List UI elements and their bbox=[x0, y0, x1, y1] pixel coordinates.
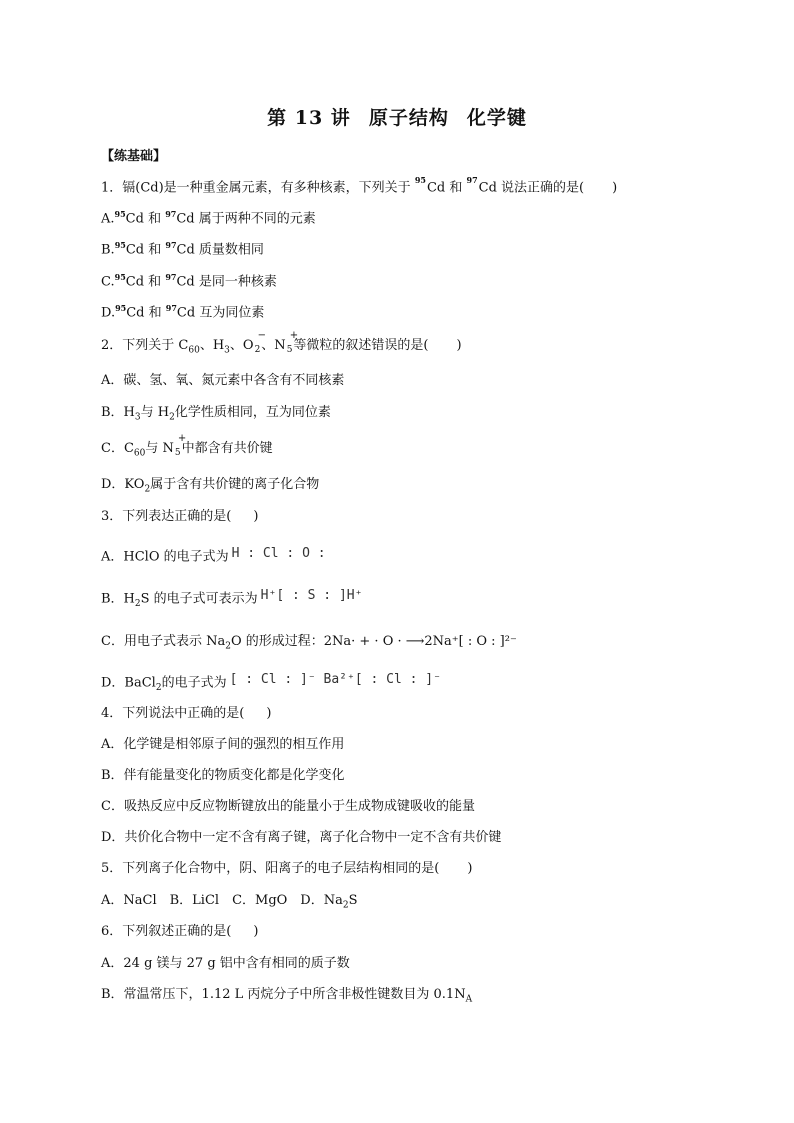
q3-option-a: A．HClO 的电子式为 H : Cl : O : bbox=[101, 546, 326, 565]
electron-formula-bacl2: [ : Cl : ]⁻ Ba²⁺[ : Cl : ]⁻ bbox=[229, 672, 441, 687]
question-6-stem: 6．下列叙述正确的是( ) bbox=[101, 924, 259, 939]
question-4-stem: 4．下列说法中正确的是( ) bbox=[101, 706, 272, 721]
q3-option-d: D．BaCl$_2$的电子式为 [ : Cl : ]⁻ Ba²⁺[ : Cl : ]⁻ bbox=[101, 672, 441, 694]
q1-option-b: B.$^{95}$Cd 和 $^{97}$Cd 质量数相同 bbox=[101, 240, 264, 258]
question-3-stem: 3．下列表达正确的是( ) bbox=[101, 509, 259, 524]
q1-option-c: C.$^{95}$Cd 和 $^{97}$Cd 是同一种核素 bbox=[101, 272, 277, 290]
q4-option-c: C．吸热反应中反应物断键放出的能量小于生成物成键吸收的能量 bbox=[101, 799, 475, 814]
title-lecture: 第 13 讲 bbox=[267, 107, 351, 129]
q2-option-c: C．$C_{60}$与 N + $_5$中都含有共价键 bbox=[101, 433, 273, 459]
question-1-stem: 1．镉(Cd)是一种重金属元素，有多种核素，下列关于 $^{95}$Cd 和 $^{97}$Cd 说法正确的是( ) bbox=[101, 175, 618, 196]
electron-formula-h2s: H⁺[ : S : ]H⁺ bbox=[260, 588, 363, 603]
q6-option-b: B．常温常压下，1.12 L 丙烷分子中所含非极性键数目为 $0.1N_A$ bbox=[101, 987, 473, 1005]
q6-option-a: A．24 g 镁与 27 g 铝中含有相同的质子数 bbox=[101, 956, 350, 971]
q2-option-d: D．$KO_2$属于含有共价键的离子化合物 bbox=[101, 477, 320, 495]
page-title bbox=[0, 103, 794, 130]
q4-option-b: B．伴有能量变化的物质变化都是化学变化 bbox=[101, 768, 345, 783]
q3-option-c: C．用电子式表示 $Na_2O$ 的形成过程：2Na· + · O · ⟶2Na⁺[ : O : ]²⁻ bbox=[101, 634, 517, 652]
electron-formula-hclo: H : Cl : O : bbox=[231, 546, 326, 561]
q3-option-b: B．$H_2S$ 的电子式可表示为 H⁺[ : S : ]H⁺ bbox=[101, 588, 363, 610]
q2-option-b: B．$H_3$与 $H_2$化学性质相同，互为同位素 bbox=[101, 405, 331, 423]
question-5-stem: 5．下列离子化合物中，阴、阳离子的电子层结构相同的是( ) bbox=[101, 861, 473, 876]
q2-option-a: A．碳、氢、氧、氮元素中各含有不同核素 bbox=[101, 373, 345, 388]
section-label: 【练基础】 bbox=[101, 149, 167, 164]
q1-option-a: A.$^{95}$Cd 和 $^{97}$Cd 属于两种不同的元素 bbox=[101, 209, 316, 227]
q4-option-a: A．化学键是相邻原子间的强烈的相互作用 bbox=[101, 737, 345, 752]
question-2-stem: 2．下列关于 $C_{60}$、$H_3$、O − $_2$、N + $_5$等微粒的叙述错误的是( ) bbox=[101, 330, 462, 356]
q5-options: A．NaCl B．LiCl C．MgO D．$Na_2S$ bbox=[101, 893, 358, 911]
q4-option-d: D．共价化合物中一定不含有离子键，离子化合物中一定不含有共价键 bbox=[101, 830, 502, 845]
title-topic-1: 原子结构 bbox=[368, 107, 449, 129]
title-topic-2: 化学键 bbox=[466, 107, 527, 129]
q1-option-d: D.$^{95}$Cd 和 $^{97}$Cd 互为同位素 bbox=[101, 303, 265, 321]
